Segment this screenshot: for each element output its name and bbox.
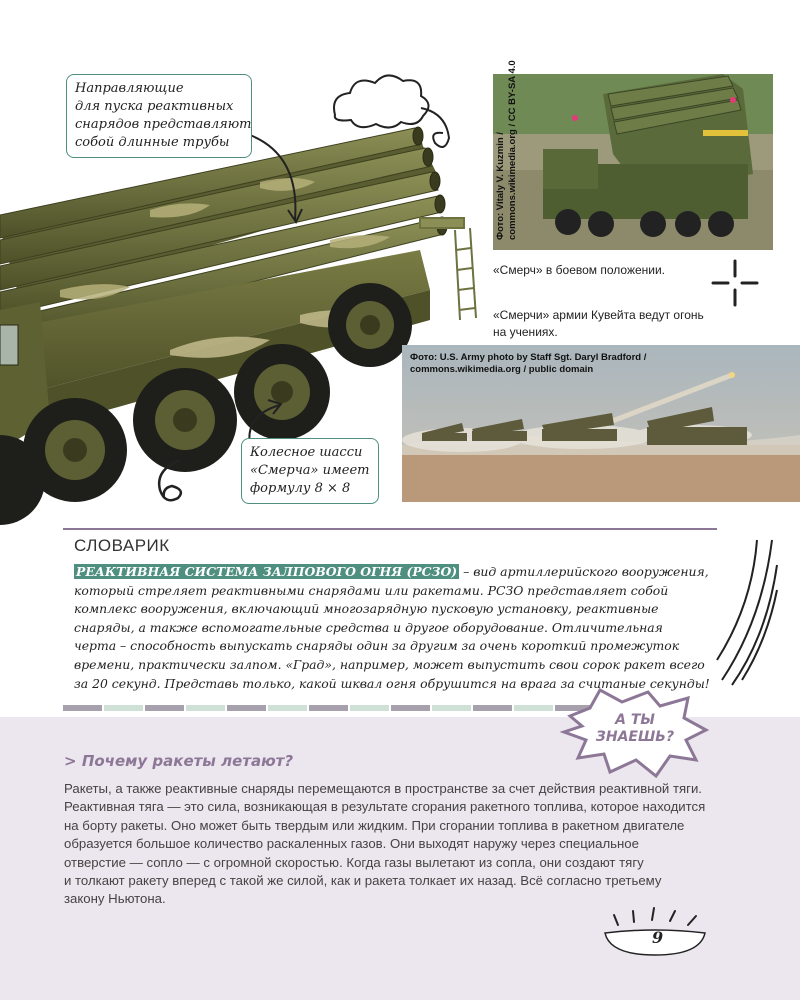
badge-line: ЗНАЕШЬ? [595,729,675,745]
badge-line: А ТЫ [615,712,655,728]
photo-combat-position [493,74,773,250]
caption-line: на учениях. [493,325,558,339]
callout-line: для пуска реактивных [75,99,234,114]
badge-text [585,712,685,746]
glossary-line [74,563,724,582]
body-line: на борту ракеты. Оно может быть твердым или жидким. При сгорании топлива в ракетном двигателе [64,817,685,833]
callout-line: формулу 8 × 8 [250,481,351,496]
section-body [64,780,744,909]
glossary-title: СЛОВАРИК [74,536,170,555]
credit-line: Фото: U.S. Army photo by Staff Sgt. Daryl Bradford / [410,352,647,363]
body-line: Реактивная тяга — это сила, возникающая в результате сгорания ракетного топлива, которое находится [64,799,706,815]
body-line: закону Ньютона. [64,891,166,907]
callout-line: снарядов представляют [75,117,252,132]
callout-line: собой длинные трубы [75,135,230,150]
glossary-line: времени, практически залпом. «Град», например, может выпустить свои сорок ракет всего [74,656,705,672]
photo-credit-top [495,60,519,240]
page-number: 9 [652,928,664,947]
caption-kuwait-exercise [493,307,704,341]
cloud-doodle-icon [325,70,465,160]
glossary-line: комплекс вооружения, включающий многозарядную пусковую установку, реактивные [74,601,659,617]
body-line: образуется большое количество раскаленных газов. Они выходят наружу через специальное [64,836,639,852]
swirl-doodle-icon [150,455,195,510]
callout-line: Колесное шасси [250,445,363,460]
glossary-term: РЕАКТИВНАЯ СИСТЕМА ЗАЛПОВОГО ОГНЯ (РСЗО) [76,564,458,579]
body-line: Ракеты, а также реактивные снаряды перемещаются в пространстве за счет действия реактивной тяги. [64,781,702,796]
chevron-right-icon: > [64,752,77,770]
arrow-to-tubes-icon [240,130,320,230]
glossary-term-definition: – вид артиллерийского вооружения, [459,564,709,579]
caption-line: «Смерчи» армии Кувейта ведут огонь [493,308,704,322]
section-title-text: Почему ракеты летают? [81,752,294,770]
credit-line: commons.wikimedia.org / CC BY-SA 4.0 [507,60,518,240]
callout-launch-tubes [66,74,252,158]
glossary-line: черта – способность выпускать снаряды один за другим за очень короткий промежуток [74,638,680,654]
spark-doodle-icon [710,258,760,308]
caption-combat-position: «Смерч» в боевом положении. [493,263,666,277]
callout-chassis [241,438,379,504]
photo-credit-bottom [410,352,646,376]
body-line: отверстие — сопло — с огромной скоростью. Когда газы вылетают из сопла, они создают тягу [64,854,644,870]
glossary-line: который стреляет реактивными снарядами или ракетами. РСЗО представляет собой [74,582,669,598]
body-line: и толкают ракету вперед с такой же силой, как и ракета толкает их назад. Всё согласно третьему [64,873,662,889]
glossary-line: снаряды, а также вспомогательные средства и другое оборудование. Отличительная [74,619,663,635]
callout-line: «Смерча» имеет [250,463,370,478]
section-title [64,752,293,770]
credit-line: Фото: Vitaly V. Kuzmin / [495,132,506,240]
callout-line: Направляющие [75,81,184,96]
glossary-text [74,563,724,693]
glossary-rule [63,528,717,530]
glossary-line: за 20 секунд. Представь только, какой шквал огня обрушится на врага за считаные секунды! [74,675,710,691]
credit-line: commons.wikimedia.org / public domain [410,364,594,375]
